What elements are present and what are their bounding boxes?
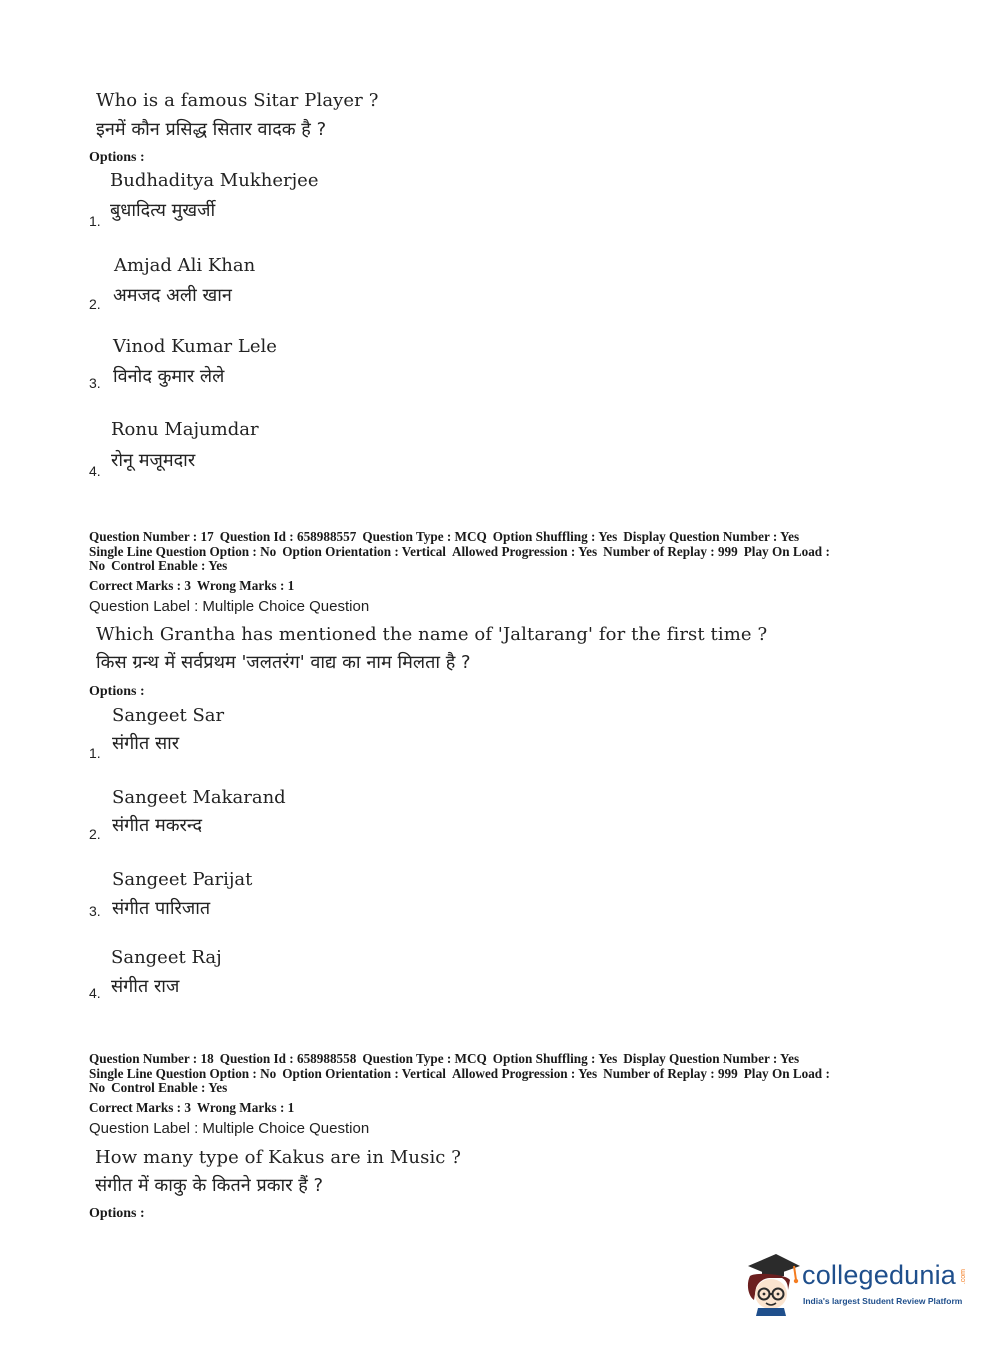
q17-allowed-progression: Allowed Progression : Yes [451, 544, 598, 559]
q18-marks [89, 1101, 300, 1116]
q18-control-enable: Control Enable : Yes [111, 1080, 228, 1095]
q17-play-on-load-value: No [89, 558, 106, 573]
mascot-icon [742, 1250, 802, 1316]
q17-question-english: Which Grantha has mentioned the name of 'Jaltarang' for the first time ? [96, 624, 768, 645]
brand-tagline: India's largest Student Review Platform [803, 1296, 963, 1306]
q17-option-2-hindi: संगीत मकरन्द [112, 815, 203, 836]
q17-display-question-number: Display Question Number : Yes [623, 529, 800, 544]
q16-option-4-english: Ronu Majumdar [111, 419, 259, 440]
q18-single-line-option: Single Line Question Option : No [89, 1066, 277, 1081]
q16-option-3-hindi: विनोद कुमार लेले [113, 366, 225, 387]
q17-question-hindi: किस ग्रन्थ में सर्वप्रथम 'जलतरंग' वाद्य का नाम मिलता है ? [96, 652, 471, 673]
q16-option-1-hindi: बुधादित्य मुखर्जी [110, 200, 216, 221]
q17-option-3-english: Sangeet Parijat [112, 869, 253, 890]
q17-option-4-hindi: संगीत राज [111, 976, 180, 997]
q17-option-shuffling: Option Shuffling : Yes [492, 529, 618, 544]
q16-option-3-number: 3. [89, 375, 101, 391]
q16-option-2-english: Amjad Ali Khan [114, 255, 256, 276]
q17-correct-marks: Correct Marks : 3 [89, 578, 191, 593]
q18-correct-marks: Correct Marks : 3 [89, 1100, 191, 1115]
q17-meta-line-3 [89, 559, 233, 574]
q16-option-1-english: Budhaditya Mukherjee [110, 170, 319, 191]
q18-play-on-load: Play On Load : [743, 1066, 830, 1081]
q18-play-on-load-value: No [89, 1080, 106, 1095]
q18-display-question-number: Display Question Number : Yes [623, 1051, 800, 1066]
q18-number-of-replay: Number of Replay : 999 [603, 1066, 738, 1081]
q17-wrong-marks: Wrong Marks : 1 [196, 578, 295, 593]
q18-question-id: Question Id : 658988558 [219, 1051, 357, 1066]
q17-question-label: Question Label : Multiple Choice Question [89, 598, 370, 615]
q17-option-4-number: 4. [89, 985, 101, 1001]
brand-name: collegedunia [802, 1260, 957, 1290]
q16-option-2-hindi: अमजद अली खान [113, 285, 232, 306]
q18-options-label: Options : [89, 1206, 145, 1221]
q17-control-enable: Control Enable : Yes [111, 558, 228, 573]
q17-option-3-number: 3. [89, 903, 101, 919]
q18-question-hindi: संगीत में काकु के कितने प्रकार हैं ? [95, 1175, 324, 1196]
q17-option-2-number: 2. [89, 826, 101, 842]
q17-option-1-english: Sangeet Sar [112, 705, 225, 726]
q18-question-type: Question Type : MCQ [362, 1051, 487, 1066]
q17-question-id: Question Id : 658988557 [219, 529, 357, 544]
q17-option-1-number: 1. [89, 745, 101, 761]
q18-meta-line-3 [89, 1081, 233, 1096]
q16-option-1-number: 1. [89, 213, 101, 229]
q16-question-hindi: इनमें कौन प्रसिद्ध सितार वादक है ? [96, 119, 327, 140]
brand-domain: .com [960, 1269, 967, 1285]
q17-option-1-hindi: संगीत सार [112, 733, 180, 754]
q17-question-type: Question Type : MCQ [362, 529, 487, 544]
q17-meta-line-1 [89, 530, 805, 545]
q17-option-2-english: Sangeet Makarand [112, 787, 286, 808]
q18-meta-line-1 [89, 1052, 805, 1067]
q17-options-label: Options : [89, 684, 145, 699]
q17-marks [89, 579, 300, 594]
q18-option-shuffling: Option Shuffling : Yes [492, 1051, 618, 1066]
q18-question-label: Question Label : Multiple Choice Question [89, 1120, 370, 1137]
q17-option-3-hindi: संगीत पारिजात [112, 898, 211, 919]
q16-option-4-hindi: रोनू मजूमदार [111, 450, 196, 471]
q17-question-number: Question Number : 17 [89, 529, 214, 544]
q16-option-2-number: 2. [89, 296, 101, 312]
q17-single-line-option: Single Line Question Option : No [89, 544, 277, 559]
q16-question-english: Who is a famous Sitar Player ? [96, 90, 379, 111]
q16-options-label: Options : [89, 150, 145, 165]
q17-play-on-load: Play On Load : [743, 544, 830, 559]
q18-allowed-progression: Allowed Progression : Yes [451, 1066, 598, 1081]
q17-option-4-english: Sangeet Raj [111, 947, 222, 968]
q17-option-orientation: Option Orientation : Vertical [282, 544, 446, 559]
q17-number-of-replay: Number of Replay : 999 [603, 544, 738, 559]
q16-option-4-number: 4. [89, 463, 101, 479]
collegedunia-logo [742, 1250, 972, 1320]
q16-option-3-english: Vinod Kumar Lele [113, 336, 277, 357]
q18-question-english: How many type of Kakus are in Music ? [95, 1147, 462, 1168]
q18-option-orientation: Option Orientation : Vertical [282, 1066, 446, 1081]
q18-question-number: Question Number : 18 [89, 1051, 214, 1066]
q18-wrong-marks: Wrong Marks : 1 [196, 1100, 295, 1115]
